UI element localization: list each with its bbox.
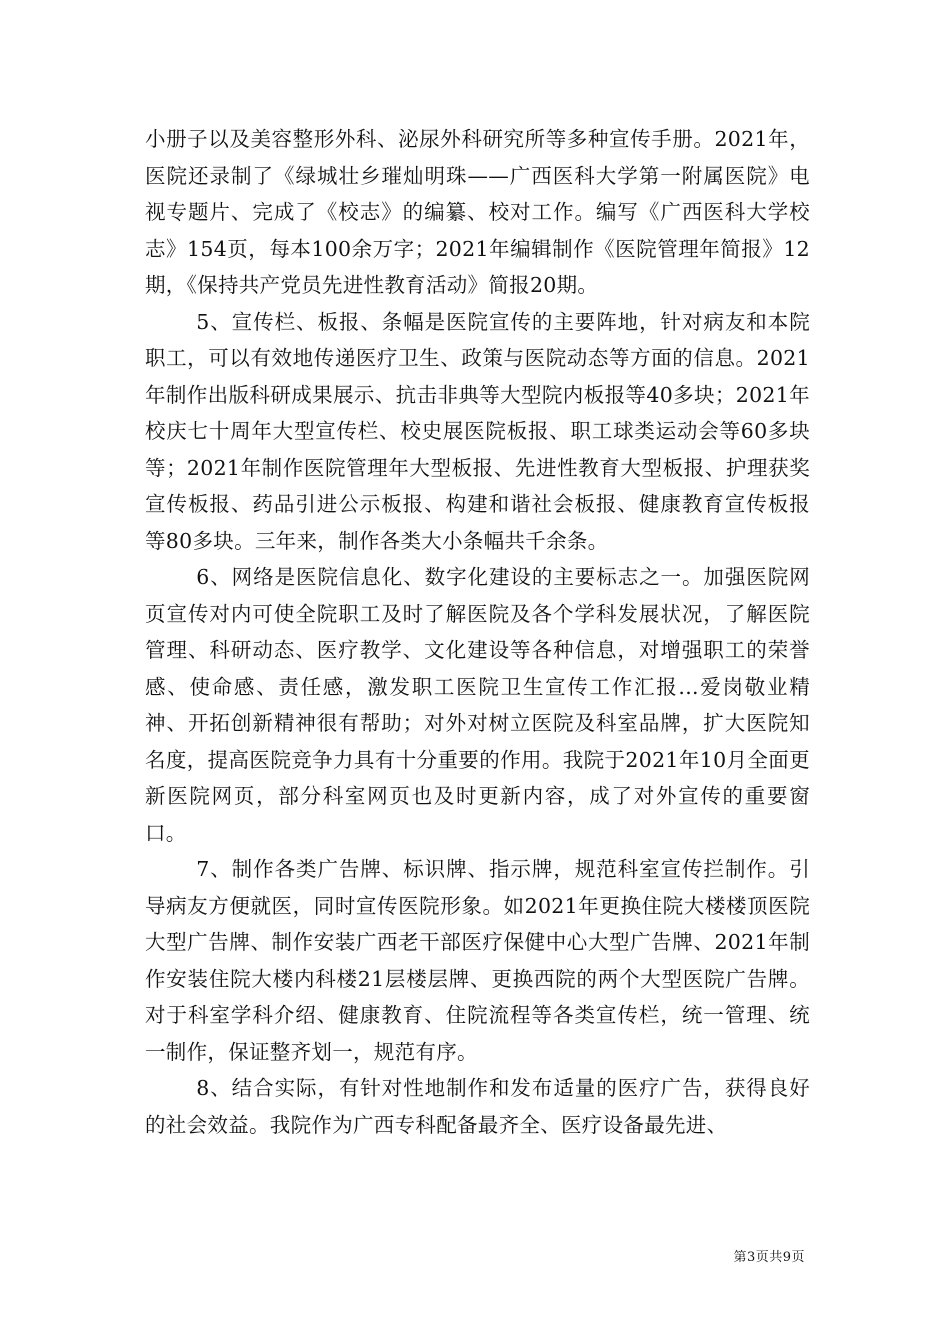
paragraph-continued: 小册子以及美容整形外科、泌尿外科研究所等多种宣传手册。2021年，医院还录制了《绿城壮乡璀灿明珠——广西医科大学第一附属医院》电视专题片、完成了《校志》的编纂、校对工作。编写《广西医科大学校志》154页，每本100余万字；2021年编辑制作《医院管理年简报》12期，《保持共产党员先进性教育活动》简报20期。 (145, 127, 810, 297)
page-number-footer: 第3页共9页 (733, 1250, 805, 1265)
paragraph-6: 6、网络是医院信息化、数字化建设的主要标志之一。加强医院网页宣传对内可使全院职工及时了解医院及各个学科发展状况，了解医院管理、科研动态、医疗教学、文化建设等各种信息，对增强职工的荣誉感、使命感、责任感，激发职工医院卫生宣传工作汇报...爱岗敬业精神、开拓创新精神很有帮助；对外对树立医院及科室品牌，扩大医院知名度，提高医院竞争力具有十分重要的作用。我院于2021年10月全面更新医院网页，部分科室网页也及时更新内容，成了对外宣传的重要窗口。 (145, 565, 810, 845)
paragraph-8: 8、结合实际，有针对性地制作和发布适量的医疗广告，获得良好的社会效益。我院作为广西专科配备最齐全、医疗设备最先进、 (145, 1076, 810, 1137)
document-body (145, 121, 810, 1143)
paragraph-5: 5、宣传栏、板报、条幅是医院宣传的主要阵地，针对病友和本院职工，可以有效地传递医疗卫生、政策与医院动态等方面的信息。2021年制作出版科研成果展示、抗击非典等大型院内板报等40多块；2021年校庆七十周年大型宣传栏、校史展医院板报、职工球类运动会等60多块等；2021年制作医院管理年大型板报、先进性教育大型板报、护理获奖宣传板报、药品引进公示板报、构建和谐社会板报、健康教育宣传板报等80多块。三年来，制作各类大小条幅共千余条。 (145, 309, 810, 553)
paragraph-7: 7、制作各类广告牌、标识牌、指示牌，规范科室宣传拦制作。引导病友方便就医，同时宣传医院形象。如2021年更换住院大楼楼顶医院大型广告牌、制作安装广西老干部医疗保健中心大型广告牌、2021年制作安装住院大楼内科楼21层楼层牌、更换西院的两个大型医院广告牌。对于科室学科介绍、健康教育、住院流程等各类宣传栏，统一管理、统一制作，保证整齐划一，规范有序。 (145, 857, 810, 1064)
